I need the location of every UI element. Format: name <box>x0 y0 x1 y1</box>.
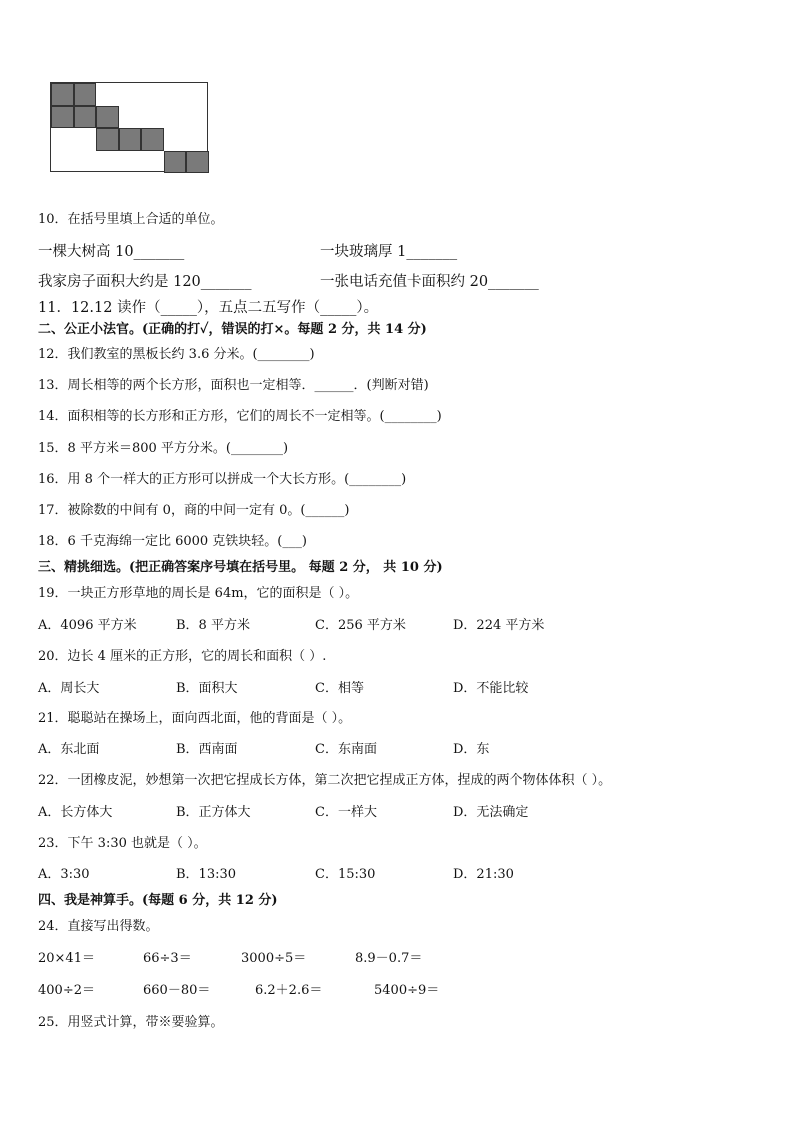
shaded-square <box>51 83 74 106</box>
q21-option-d: D．东 <box>453 742 490 757</box>
q22-option-a: A．长方体大 <box>38 805 113 820</box>
q21-option-b: B．西南面 <box>176 742 238 757</box>
q20-stem: 20．边长 4 厘米的正方形，它的周长和面积（ ）. <box>38 649 327 664</box>
q21-option-a: A．东北面 <box>38 742 100 757</box>
q24-calc: 3000÷5＝ <box>241 951 307 966</box>
q19-option-a: A．4096 平方米 <box>38 618 137 633</box>
q14: 14．面积相等的长方形和正方形，它们的周长不一定相等。(________) <box>38 409 442 424</box>
q25: 25．用竖式计算，带※要验算。 <box>38 1015 224 1030</box>
q21-stem: 21．聪聪站在操场上，面向西北面，他的背面是（ ）。 <box>38 711 352 726</box>
q24-calc: 5400÷9＝ <box>374 983 440 998</box>
shaded-square <box>74 106 97 129</box>
q24-calc: 660－80＝ <box>143 983 211 998</box>
q11: 11．12.12 读作（_____），五点二五写作（_____）。 <box>38 300 379 316</box>
q10-item-card: 一张电话充值卡面积约 20_______ <box>320 274 539 290</box>
q10-item-house: 我家房子面积大约是 120_______ <box>38 274 252 290</box>
shaded-square <box>141 128 164 151</box>
q22-option-b: B．正方体大 <box>176 805 251 820</box>
q19-option-b: B．8 平方米 <box>176 618 250 633</box>
q16: 16．用 8 个一样大的正方形可以拼成一个大长方形。(________) <box>38 472 407 487</box>
q10-item-tree: 一棵大树高 10_______ <box>38 244 185 260</box>
section-3-heading: 三、精挑细选。(把正确答案序号填在括号里。 每题 2 分， 共 10 分) <box>38 560 443 575</box>
q23-stem: 23．下午 3:30 也就是（ ）。 <box>38 836 207 851</box>
shaded-square <box>51 106 74 129</box>
q19-option-c: C．256 平方米 <box>315 618 406 633</box>
q24-calc: 66÷3＝ <box>143 951 192 966</box>
q17: 17．被除数的中间有 0，商的中间一定有 0。(______) <box>38 503 350 518</box>
section-2-heading: 二、公正小法官。(正确的打✓，错误的打×。每题 2 分，共 14 分) <box>38 322 427 337</box>
q22-option-c: C．一样大 <box>315 805 377 820</box>
shaded-square <box>74 83 97 106</box>
q19-option-d: D．224 平方米 <box>453 618 545 633</box>
section-4-heading: 四、我是神算手。(每题 6 分，共 12 分) <box>38 893 278 908</box>
shaded-square <box>119 128 142 151</box>
q20-option-d: D．不能比较 <box>453 681 529 696</box>
q15: 15．8 平方米＝800 平方分米。(________) <box>38 441 289 456</box>
q20-option-a: A．周长大 <box>38 681 100 696</box>
q23-option-b: B．13:30 <box>176 867 237 882</box>
q18: 18．6 千克海绵一定比 6000 克铁块轻。(___) <box>38 534 307 549</box>
q24-calc: 400÷2＝ <box>38 983 95 998</box>
q21-option-c: C．东南面 <box>315 742 377 757</box>
q23-option-a: A．3:30 <box>38 867 90 882</box>
shaded-square <box>164 151 187 174</box>
q23-option-d: D．21:30 <box>453 867 514 882</box>
shaded-square <box>96 128 119 151</box>
q12: 12．我们教室的黑板长约 3.6 分米。(________) <box>38 347 315 362</box>
q20-option-b: B．面积大 <box>176 681 238 696</box>
shaded-square <box>96 106 119 129</box>
shaded-square <box>186 151 209 174</box>
q10-stem: 10．在括号里填上合适的单位。 <box>38 212 224 227</box>
square-grid-figure <box>50 82 208 172</box>
q22-stem: 22．一团橡皮泥，妙想第一次把它捏成长方体，第二次把它捏成正方体，捏成的两个物体体积（ ）。 <box>38 773 612 788</box>
q10-item-glass: 一块玻璃厚 1_______ <box>320 244 458 260</box>
q24-calc: 6.2＋2.6＝ <box>255 983 323 998</box>
q20-option-c: C．相等 <box>315 681 364 696</box>
q23-option-c: C．15:30 <box>315 867 376 882</box>
q13: 13．周长相等的两个长方形，面积也一定相等．______．(判断对错) <box>38 378 429 393</box>
q19-stem: 19．一块正方形草地的周长是 64m，它的面积是（ ）。 <box>38 586 359 601</box>
q24-calc: 20×41＝ <box>38 951 95 966</box>
q22-option-d: D．无法确定 <box>453 805 529 820</box>
q24-calc: 8.9－0.7＝ <box>355 951 423 966</box>
q24-stem: 24．直接写出得数。 <box>38 919 159 934</box>
